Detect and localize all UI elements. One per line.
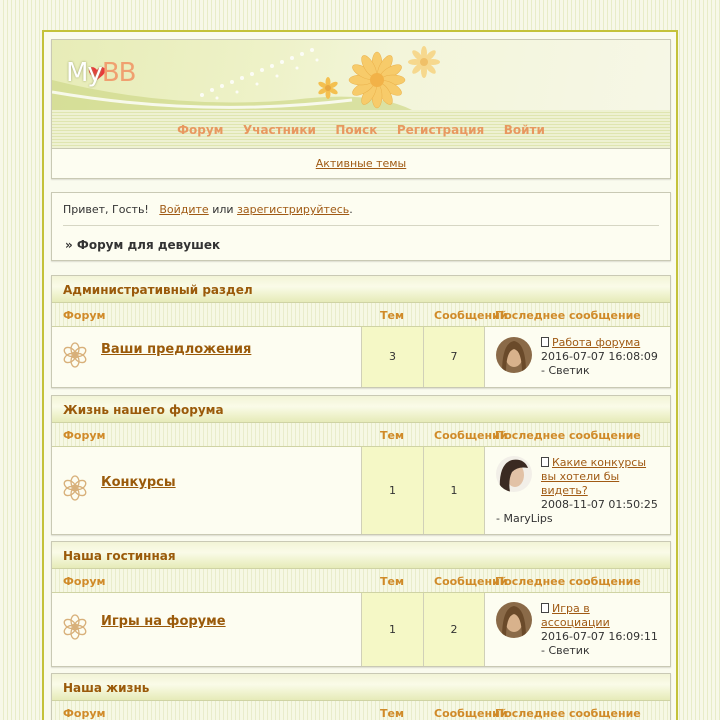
nav-forum[interactable]: Форум bbox=[177, 123, 224, 137]
topics-count-cell bbox=[362, 327, 424, 387]
logo-my: My bbox=[66, 58, 102, 88]
col-forum: Форум bbox=[63, 429, 106, 442]
nav-members[interactable]: Участники bbox=[242, 123, 316, 137]
col-last: Последнее сообщение bbox=[495, 429, 641, 442]
col-topics: Тем bbox=[380, 707, 404, 720]
posts-count: 7 bbox=[450, 350, 458, 363]
col-last: Последнее сообщение bbox=[495, 309, 641, 322]
col-posts: Сообщений bbox=[434, 707, 508, 720]
divider bbox=[63, 225, 659, 226]
last-post-link-line-2: вы хотели бы bbox=[541, 470, 620, 483]
last-post-date: 2016-07-07 16:08:09 bbox=[541, 350, 658, 363]
mybb-logo[interactable] bbox=[66, 58, 136, 88]
forum-row bbox=[52, 327, 670, 387]
last-post-info bbox=[541, 602, 666, 658]
topics-count-cell bbox=[362, 593, 424, 666]
posts-count-cell bbox=[424, 593, 485, 666]
main-nav bbox=[52, 110, 670, 148]
category-lounge bbox=[51, 541, 671, 667]
avatar[interactable] bbox=[496, 602, 532, 638]
col-forum: Форум bbox=[63, 309, 106, 322]
category-title: Жизнь нашего форума bbox=[52, 396, 670, 423]
col-topics: Тем bbox=[380, 429, 404, 442]
forum-link[interactable]: Ваши предложения bbox=[101, 342, 252, 357]
topics-count: 1 bbox=[389, 623, 396, 636]
forum-flower-icon bbox=[62, 614, 88, 640]
col-last: Последнее сообщение bbox=[495, 575, 641, 588]
or-text: или bbox=[212, 203, 234, 216]
sub-nav bbox=[51, 148, 671, 179]
nav-register[interactable]: Регистрация bbox=[396, 123, 485, 137]
last-post-author: - MaryLips bbox=[496, 512, 553, 525]
topics-count-cell bbox=[362, 447, 424, 534]
last-post-info bbox=[541, 336, 666, 378]
last-post-date: 2008-11-07 01:50:25 bbox=[541, 498, 658, 511]
forum-cell bbox=[52, 447, 362, 534]
avatar[interactable] bbox=[496, 337, 532, 373]
forum-cell bbox=[52, 327, 362, 387]
last-post-link-line-1: Игра в bbox=[552, 602, 590, 615]
nav-login[interactable]: Войти bbox=[503, 123, 545, 137]
banner bbox=[52, 40, 670, 110]
login-link[interactable]: Войдите bbox=[159, 203, 209, 216]
col-topics: Тем bbox=[380, 575, 404, 588]
category-forum-life bbox=[51, 395, 671, 535]
column-headers bbox=[52, 423, 670, 447]
col-last: Последнее сообщение bbox=[495, 707, 641, 720]
last-post-link[interactable] bbox=[541, 602, 610, 629]
col-topics: Тем bbox=[380, 309, 404, 322]
column-headers bbox=[52, 303, 670, 327]
last-post-info bbox=[541, 456, 666, 512]
category-admin bbox=[51, 275, 671, 388]
banner-art bbox=[52, 40, 670, 110]
greeting-line bbox=[63, 203, 659, 216]
greeting-text: Привет, Гость! bbox=[63, 203, 149, 216]
forum-header bbox=[51, 39, 671, 149]
last-post-link[interactable] bbox=[541, 456, 646, 497]
posts-count-cell bbox=[424, 447, 485, 534]
category-title: Административный раздел bbox=[52, 276, 670, 303]
topics-count: 3 bbox=[389, 350, 396, 363]
forum-cell bbox=[52, 593, 362, 666]
forum-row bbox=[52, 593, 670, 666]
avatar[interactable] bbox=[496, 456, 532, 492]
forum-link[interactable]: Игры на форуме bbox=[101, 614, 226, 629]
document-icon bbox=[541, 337, 549, 347]
breadcrumb: » Форум для девушек bbox=[65, 238, 221, 252]
page-wrapper bbox=[42, 30, 678, 720]
column-headers bbox=[52, 569, 670, 593]
document-icon bbox=[541, 603, 549, 613]
logo-bb: BB bbox=[101, 58, 136, 88]
last-post-link-line-3: видеть? bbox=[541, 484, 588, 497]
forum-flower-icon bbox=[62, 475, 88, 501]
period-text: . bbox=[349, 203, 353, 216]
forum-flower-icon bbox=[62, 342, 88, 368]
col-posts: Сообщений bbox=[434, 309, 508, 322]
posts-count-cell bbox=[424, 327, 485, 387]
last-post-author: - Светик bbox=[541, 364, 590, 377]
last-post-date: 2016-07-07 16:09:11 bbox=[541, 630, 658, 643]
nav-search[interactable]: Поиск bbox=[335, 123, 378, 137]
posts-count: 1 bbox=[450, 484, 458, 497]
forum-row bbox=[52, 447, 670, 534]
category-title: Наша жизнь bbox=[52, 674, 670, 701]
category-title: Наша гостинная bbox=[52, 542, 670, 569]
last-post-cell bbox=[485, 447, 670, 534]
register-link[interactable]: зарегистрируйтесь bbox=[237, 203, 350, 216]
last-post-link[interactable]: Работа форума bbox=[552, 336, 641, 349]
column-headers bbox=[52, 701, 670, 720]
posts-count: 2 bbox=[450, 623, 458, 636]
document-icon bbox=[541, 457, 549, 467]
col-forum: Форум bbox=[63, 575, 106, 588]
category-our-life bbox=[51, 673, 671, 720]
col-posts: Сообщений bbox=[434, 429, 508, 442]
last-post-link-line-2: ассоциации bbox=[541, 616, 610, 629]
welcome-box bbox=[51, 192, 671, 261]
topics-count: 1 bbox=[389, 484, 396, 497]
col-posts: Сообщений bbox=[434, 575, 508, 588]
last-post-author: - Светик bbox=[541, 644, 590, 657]
forum-link[interactable]: Конкурсы bbox=[101, 475, 176, 490]
last-post-cell bbox=[485, 327, 670, 387]
last-post-link-line-1: Какие конкурсы bbox=[552, 456, 647, 469]
last-post-cell bbox=[485, 593, 670, 666]
col-forum: Форум bbox=[63, 707, 106, 720]
active-topics-link[interactable]: Активные темы bbox=[315, 157, 407, 170]
